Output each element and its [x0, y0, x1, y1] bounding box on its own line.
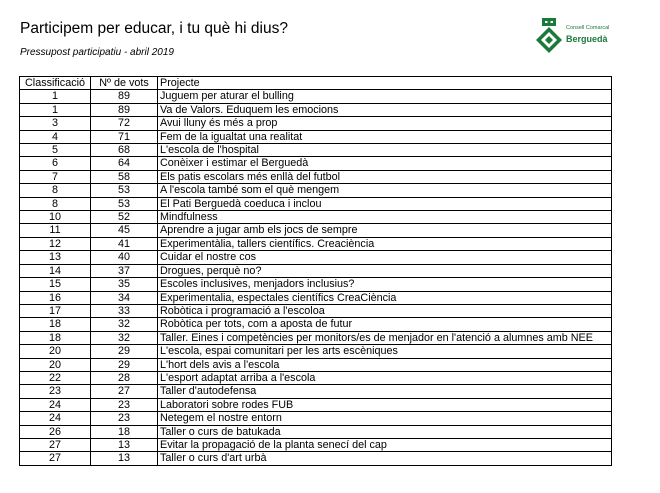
table-row: [20, 291, 612, 304]
rank-cell: 1: [20, 90, 91, 103]
table-row: [20, 157, 612, 170]
table-row: [20, 425, 612, 438]
project-cell: Taller o curs d'art urbà: [158, 452, 612, 465]
table-row: [20, 184, 612, 197]
table-row: [20, 398, 612, 411]
project-cell: L'esport adaptat arriba a l'escola: [158, 371, 612, 384]
votes-cell: 58: [91, 170, 158, 183]
project-cell: Robòtica per tots, com a aposta de futur: [158, 318, 612, 331]
votes-cell: 35: [91, 278, 158, 291]
rank-cell: 27: [20, 438, 91, 451]
project-cell: Taller o curs de batukada: [158, 425, 612, 438]
project-cell: Fem de la igualtat una realitat: [158, 130, 612, 143]
votes-cell: 33: [91, 304, 158, 317]
rank-cell: 15: [20, 278, 91, 291]
votes-cell: 13: [91, 452, 158, 465]
column-header-classificacio: Classificació: [20, 77, 91, 90]
table-row: [20, 452, 612, 465]
votes-cell: 89: [91, 103, 158, 116]
table-row: [20, 331, 612, 344]
table-row: [20, 318, 612, 331]
votes-cell: 64: [91, 157, 158, 170]
votes-cell: 13: [91, 438, 158, 451]
rank-cell: 22: [20, 371, 91, 384]
table-row: [20, 197, 612, 210]
votes-cell: 23: [91, 412, 158, 425]
rank-cell: 20: [20, 345, 91, 358]
votes-cell: 27: [91, 385, 158, 398]
page-title: Participem per educar, i tu què hi dius?: [20, 20, 288, 37]
project-cell: Avui lluny és més a prop: [158, 117, 612, 130]
project-cell: Evitar la propagació de la planta senecí del cap: [158, 438, 612, 451]
project-cell: Laboratori sobre rodes FUB: [158, 398, 612, 411]
rank-cell: 17: [20, 304, 91, 317]
votes-cell: 41: [91, 237, 158, 250]
rank-cell: 27: [20, 452, 91, 465]
table-row: [20, 117, 612, 130]
table-row: [20, 251, 612, 264]
table-row: [20, 264, 612, 277]
project-cell: Taller d'autodefensa: [158, 385, 612, 398]
table-row: [20, 103, 612, 116]
rank-cell: 18: [20, 318, 91, 331]
table-row: [20, 278, 612, 291]
table-header-row: [20, 77, 612, 90]
table-row: [20, 438, 612, 451]
table-row: [20, 130, 612, 143]
ranking-table: [19, 76, 612, 466]
project-cell: Experimentalia, espectales científics CreaCiència: [158, 291, 612, 304]
rank-cell: 8: [20, 197, 91, 210]
rank-cell: 24: [20, 412, 91, 425]
table-row: [20, 385, 612, 398]
project-cell: Mindfulness: [158, 211, 612, 224]
rank-cell: 26: [20, 425, 91, 438]
project-cell: Conèixer i estimar el Berguedà: [158, 157, 612, 170]
votes-cell: 53: [91, 184, 158, 197]
votes-cell: 34: [91, 291, 158, 304]
votes-cell: 53: [91, 197, 158, 210]
rank-cell: 6: [20, 157, 91, 170]
project-cell: Va de Valors. Eduquem les emocions: [158, 103, 612, 116]
rank-cell: 5: [20, 144, 91, 157]
project-cell: Escoles inclusives, menjadors inclusius?: [158, 278, 612, 291]
rank-cell: 24: [20, 398, 91, 411]
project-cell: Robòtica i programació a l'escoloa: [158, 304, 612, 317]
votes-cell: 72: [91, 117, 158, 130]
project-cell: Netegem el nostre entorn: [158, 412, 612, 425]
table-row: [20, 224, 612, 237]
table-row: [20, 358, 612, 371]
rank-cell: 4: [20, 130, 91, 143]
project-cell: Taller. Eines i competències per monitors/es de menjador en l'atenció a alumnes amb NEE: [158, 331, 612, 344]
table-row: [20, 371, 612, 384]
table-row: [20, 237, 612, 250]
project-cell: L'escola de l'hospital: [158, 144, 612, 157]
votes-cell: 40: [91, 251, 158, 264]
table-row: [20, 304, 612, 317]
project-cell: Experimentàlia, tallers científics. Creaciència: [158, 237, 612, 250]
project-cell: Cuidar el nostre cos: [158, 251, 612, 264]
rank-cell: 14: [20, 264, 91, 277]
votes-cell: 29: [91, 358, 158, 371]
rank-cell: 13: [20, 251, 91, 264]
votes-cell: 71: [91, 130, 158, 143]
votes-cell: 28: [91, 371, 158, 384]
rank-cell: 8: [20, 184, 91, 197]
votes-cell: 37: [91, 264, 158, 277]
rank-cell: 18: [20, 331, 91, 344]
project-cell: A l'escola també som el què mengem: [158, 184, 612, 197]
logo-line1: Consell Comarcal: [566, 25, 610, 31]
project-cell: L'escola, espai comunitari per les arts escèniques: [158, 345, 612, 358]
votes-cell: 32: [91, 318, 158, 331]
column-header-projecte: Projecte: [158, 77, 612, 90]
table-row: [20, 144, 612, 157]
rank-cell: 11: [20, 224, 91, 237]
page-subtitle: Pressupost participatiu - abril 2019: [20, 47, 174, 58]
rank-cell: 16: [20, 291, 91, 304]
rank-cell: 1: [20, 103, 91, 116]
votes-cell: 32: [91, 331, 158, 344]
rank-cell: 12: [20, 237, 91, 250]
table-row: [20, 90, 612, 103]
votes-cell: 45: [91, 224, 158, 237]
rank-cell: 3: [20, 117, 91, 130]
votes-cell: 23: [91, 398, 158, 411]
column-header-vots: Nº de vots: [91, 77, 158, 90]
votes-cell: 89: [91, 90, 158, 103]
rank-cell: 23: [20, 385, 91, 398]
table-row: [20, 211, 612, 224]
logo-line2: Berguedà: [566, 34, 608, 44]
project-cell: Drogues, perquè no?: [158, 264, 612, 277]
table-row: [20, 170, 612, 183]
rank-cell: 10: [20, 211, 91, 224]
project-cell: L'hort dels avis a l'escola: [158, 358, 612, 371]
votes-cell: 52: [91, 211, 158, 224]
project-cell: Aprendre a jugar amb els jocs de sempre: [158, 224, 612, 237]
rank-cell: 7: [20, 170, 91, 183]
votes-cell: 68: [91, 144, 158, 157]
table-row: [20, 345, 612, 358]
votes-cell: 18: [91, 425, 158, 438]
project-cell: Juguem per aturar el bulling: [158, 90, 612, 103]
project-cell: El Pati Berguedà coeduca i inclou: [158, 197, 612, 210]
table-row: [20, 412, 612, 425]
project-cell: Els patis escolars més enllà del futbol: [158, 170, 612, 183]
rank-cell: 20: [20, 358, 91, 371]
votes-cell: 29: [91, 345, 158, 358]
